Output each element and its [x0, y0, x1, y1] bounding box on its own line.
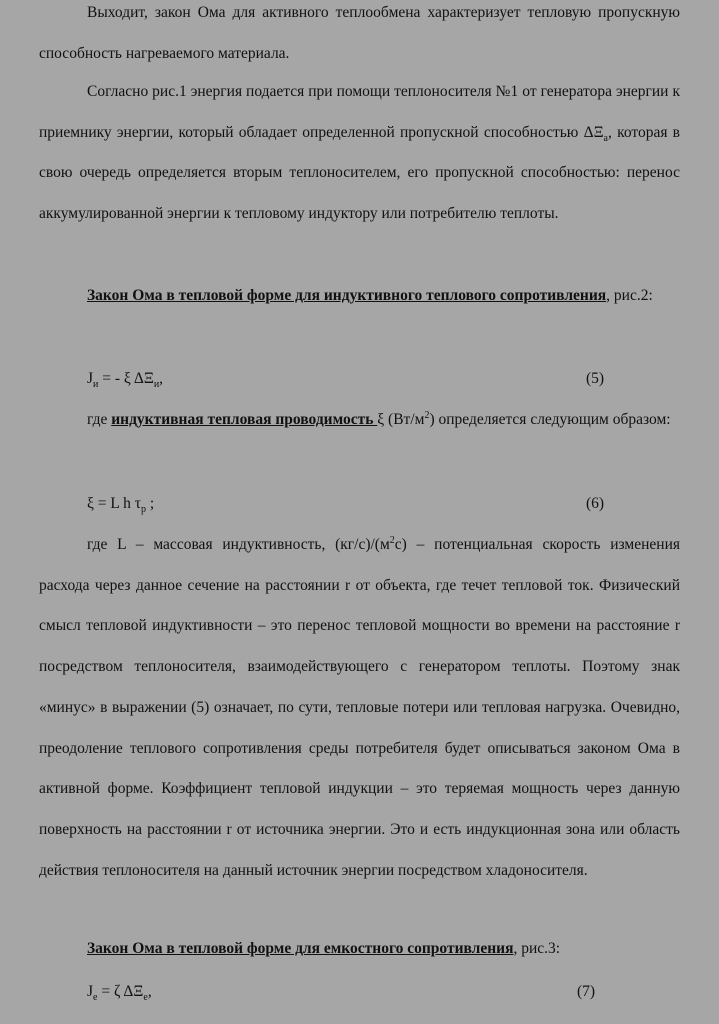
formula-lhs: ξ = L h τ — [87, 495, 142, 512]
formula-lhs-subscript: и — [93, 379, 99, 391]
heading-capacitive-resistance — [39, 929, 680, 970]
paragraph-text: , которая в свою очередь определяется вторым теплоносителем, его пропускной способностью: перенос аккумулированной энергии к тепловому индуктору или потребителю теплоты. — [39, 123, 680, 223]
paragraph-thermal-throughput — [39, 0, 680, 74]
formula-5 — [87, 367, 163, 391]
paragraph-text: ξ (Вт/м — [377, 411, 425, 428]
paragraph-text: Выходит, закон Ома для активного теплообмена характеризует тепловую пропускную способность нагреваемого материала. — [39, 4, 680, 62]
delta-xi-symbol: ΔΞ — [583, 123, 604, 141]
delta-subscript: a — [603, 132, 608, 144]
equation-number-5: (5) — [586, 370, 605, 387]
paragraph-text: с) – потенциальная скорость изменения расхода через данное сечение на расстоянии r от объекта, где течет тепловой ток. Физический смысл тепловой индуктивности – это перенос тепловой мощности во времени на расстояние r посредством теплоносителя, взаимодействующего с генератором теплоты. Поэтому знак «минус» в выражении (5) означает, по сути, тепловые потери или тепловая нагрузка. Очевидно, преодоление теплового сопротивления среды потребителя будет описываться законом Ома в активной форме. Коэффициент тепловой индукции – это теряемая мощность через данную поверхность на расстоянии r от источника энергии. Это и есть индукционная зона или область действия теплоносителя на данный источник энергии посредством хладоносителя. — [39, 536, 680, 879]
unit-superscript: 2 — [389, 534, 395, 546]
term-inductive-conductivity: индуктивная тепловая проводимость — [111, 411, 378, 428]
formula-tail: , — [159, 370, 164, 387]
heading-inductive-resistance — [39, 276, 680, 317]
formula-lhs-subscript: е — [93, 992, 98, 1004]
heading-suffix: , рис.3: — [513, 940, 561, 957]
paragraph-text: где — [87, 411, 112, 428]
formula-lhs-symbol: J — [87, 983, 94, 1000]
unit-superscript: 2 — [424, 409, 430, 421]
paragraph-text: где L – массовая индуктивность, (кг/с)/(м — [87, 536, 390, 553]
formula-rhs-subscript: и — [153, 379, 160, 391]
formula-subscript: р — [141, 504, 147, 516]
formula-7 — [87, 980, 152, 1004]
equation-number-6: (6) — [586, 495, 605, 512]
equation-number-7: (7) — [577, 983, 596, 1000]
formula-6 — [87, 492, 154, 516]
formula-middle: = ζ ΔΞ — [97, 983, 144, 1000]
formula-tail: , — [147, 983, 152, 1000]
paragraph-inductive-conductivity — [39, 400, 680, 441]
heading-title: Закон Ома в тепловой форме для индуктивного теплового сопротивления — [87, 287, 607, 304]
paragraph-mass-inductance — [39, 525, 680, 891]
formula-lhs-symbol: J — [87, 370, 94, 387]
paragraph-text: Согласно рис.1 энергия подается при помощи теплоносителя №1 от генератора энергии к приемнику энергии, который обладает определенной пропускной способностью — [39, 83, 680, 141]
formula-rhs-subscript: е — [143, 992, 148, 1004]
heading-title: Закон Ома в тепловой форме для емкостного сопротивления — [87, 940, 514, 957]
paragraph-text: ) определяется следующим образом: — [429, 411, 671, 428]
formula-tail: ; — [146, 495, 155, 512]
heading-suffix: , рис.2: — [606, 287, 653, 304]
paragraph-energy-transfer — [39, 72, 680, 235]
formula-middle: = - ξ ΔΞ — [98, 370, 154, 387]
